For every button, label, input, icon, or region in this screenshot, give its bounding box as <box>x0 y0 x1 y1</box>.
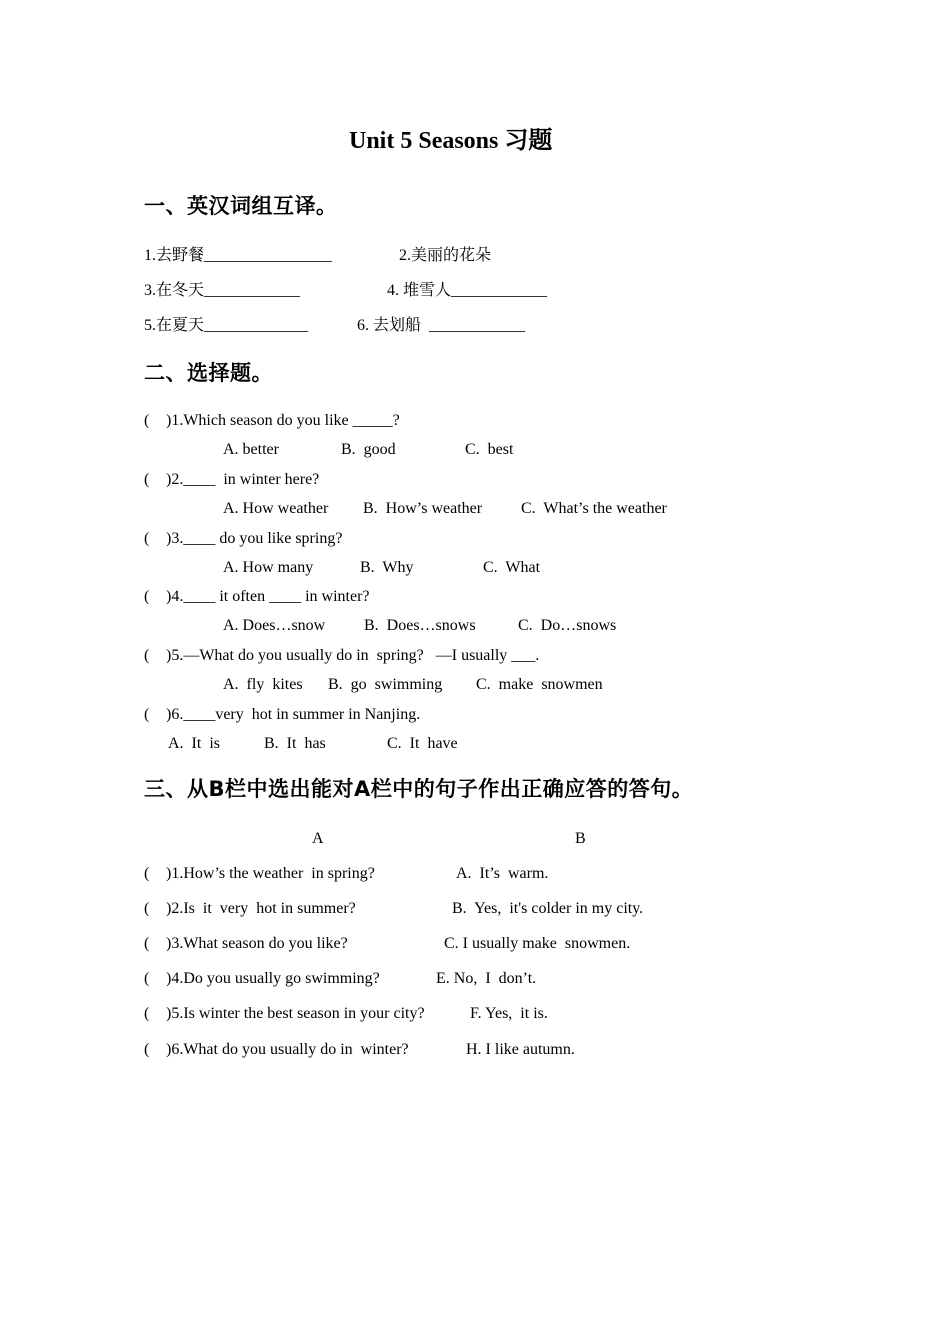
option-c: C. It have <box>387 735 458 752</box>
match-question: )5.Is winter the best season in your city? <box>166 1005 425 1022</box>
match-answer: B. Yes, it's colder in my city. <box>452 900 644 917</box>
vocab-answer-blank: ____________ <box>204 282 301 299</box>
match-paren: ( <box>144 1005 150 1022</box>
option-b: B. Does…snows <box>364 617 476 634</box>
match-question: )4.Do you usually go swimming? <box>166 970 380 987</box>
vocab-item-6 <box>357 318 525 334</box>
question-stem: )6.____very hot in summer in Nanjing. <box>166 706 421 723</box>
option-a: A. It is <box>168 735 220 752</box>
match-paren: ( <box>144 1041 150 1058</box>
option-a: A. fly kites <box>223 676 303 693</box>
option-c: C. best <box>465 441 514 458</box>
vocab-item-1 <box>144 248 332 264</box>
vocab-item-2 <box>399 248 491 264</box>
option-a: A. better <box>223 441 279 458</box>
match-question: )1.How’s the weather in spring? <box>166 865 375 882</box>
option-a: A. How many <box>223 559 314 576</box>
option-b: B. It has <box>264 735 326 752</box>
match-paren: ( <box>144 900 150 917</box>
option-b: B. good <box>341 441 396 458</box>
match-answer: F. Yes, it is. <box>470 1005 548 1022</box>
match-answer: A. It’s warm. <box>456 865 549 882</box>
question-paren: ( <box>144 706 150 723</box>
vocab-item-text: 1.去野餐 <box>144 247 205 264</box>
option-b: B. Why <box>360 559 414 576</box>
vocab-item-text: 2.美丽的花朵 <box>399 247 492 264</box>
match-answer: H. I like autumn. <box>466 1041 575 1058</box>
match-answer: E. No, I don’t. <box>436 970 537 987</box>
vocab-answer-blank: ____________ <box>451 282 548 299</box>
question-paren: ( <box>144 471 150 488</box>
vocab-item-3 <box>144 283 300 299</box>
question-paren: ( <box>144 530 150 547</box>
option-c: C. What <box>483 559 541 576</box>
vocab-answer-blank: ________________ <box>204 247 333 264</box>
option-c: C. What’s the weather <box>521 500 667 517</box>
match-paren: ( <box>144 935 150 952</box>
question-stem: )2.____ in winter here? <box>166 471 320 488</box>
option-c: C. Do…snows <box>518 617 617 634</box>
section1-heading: 一、英汉词组互译。 <box>144 194 338 218</box>
column-b-label: B <box>575 830 586 847</box>
section3-heading: 三、从B栏中选出能对A栏中的句子作出正确应答的答句。 <box>144 777 694 801</box>
vocab-item-text: 3.在冬天 <box>144 282 205 299</box>
match-paren: ( <box>144 865 150 882</box>
match-answer: C. I usually make snowmen. <box>444 935 631 952</box>
question-stem: )4.____ it often ____ in winter? <box>166 588 370 605</box>
column-a-label: A <box>312 830 324 847</box>
question-paren: ( <box>144 588 150 605</box>
vocab-item-5 <box>144 318 308 334</box>
vocab-answer-blank: ____________ <box>429 317 526 334</box>
vocab-item-text: 5.在夏天 <box>144 317 205 334</box>
question-stem: )3.____ do you like spring? <box>166 530 343 547</box>
option-b: B. go swimming <box>328 676 443 693</box>
match-paren: ( <box>144 970 150 987</box>
vocab-answer-blank: _____________ <box>204 317 309 334</box>
question-paren: ( <box>144 647 150 664</box>
question-stem: )5.—What do you usually do in spring? —I usually ___. <box>166 647 540 664</box>
match-question: )2.Is it very hot in summer? <box>166 900 356 917</box>
match-question: )3.What season do you like? <box>166 935 348 952</box>
vocab-item-text: 4. 堆雪人 <box>387 282 452 299</box>
page-title: Unit 5 Seasons 习题 <box>349 128 553 154</box>
section2-heading: 二、选择题。 <box>144 361 273 385</box>
option-a: A. Does…snow <box>223 617 326 634</box>
vocab-item-text: 6. 去划船 <box>357 317 422 334</box>
match-question: )6.What do you usually do in winter? <box>166 1041 409 1058</box>
question-paren: ( <box>144 412 150 429</box>
vocab-item-4 <box>387 283 547 299</box>
question-stem: )1.Which season do you like _____? <box>166 412 400 429</box>
option-c: C. make snowmen <box>476 676 603 693</box>
option-b: B. How’s weather <box>363 500 483 517</box>
option-a: A. How weather <box>223 500 329 517</box>
